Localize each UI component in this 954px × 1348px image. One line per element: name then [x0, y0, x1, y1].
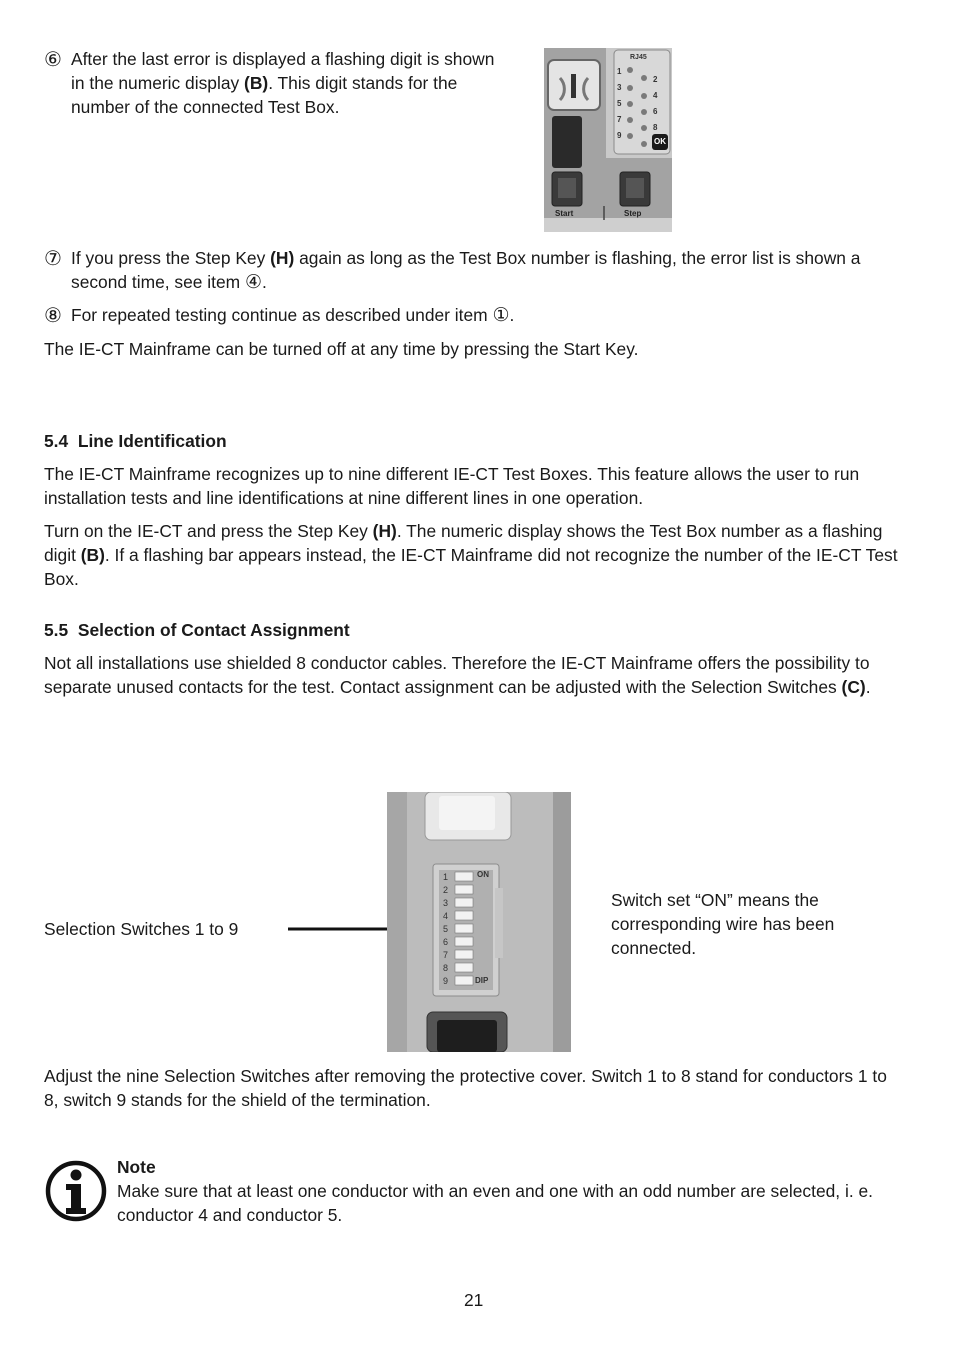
adjust-switches-text: Adjust the nine Selection Switches after removing the protective cover. Switch 1 to 8 stand for conductors 1 to 8, switch 9 stands for the shield of the termination.: [44, 1066, 887, 1110]
dip-number: 1: [443, 872, 449, 882]
led-number: 3: [617, 83, 622, 92]
section-5-5-heading: 5.5 Selection of Contact Assignment: [44, 620, 350, 640]
section-5-4-heading: 5.4 Line Identification: [44, 431, 227, 451]
led-number: 2: [653, 75, 658, 84]
turn-off-text: The IE-CT Mainframe can be turned off at any time by pressing the Start Key.: [44, 339, 639, 359]
dip-number: 2: [443, 885, 449, 895]
item-8-marker: ⑧: [44, 303, 62, 327]
dip-number: 7: [443, 950, 449, 960]
para2-a: Turn on the IE-CT and press the Step Key: [44, 521, 373, 541]
item-6-part2: . This digit stands for the number of the connected Test Box.: [71, 73, 458, 117]
info-icon: [45, 1160, 107, 1222]
led-number: 6: [653, 107, 658, 116]
switch-on-explanation: Switch set “ON” means the corresponding wire has been connected.: [611, 890, 835, 958]
led-left-numbers: [617, 64, 625, 144]
selection-switches-label: Selection Switches 1 to 9: [44, 919, 239, 939]
led-number: 8: [653, 123, 658, 132]
item-6-ref-b: (B): [244, 73, 269, 93]
led-number: 1: [617, 67, 622, 76]
device-panel-photo: [544, 48, 672, 232]
item-8-ref-marker: ①: [492, 304, 510, 326]
para2-c: . The numeric display shows the Test Box number as a flashing digit: [44, 521, 883, 565]
para-5-5-a: Not all installations use shielded 8 conductor cables. Therefore the IE-CT Mainframe offers the possibility to separate unused contacts for the test. Contact assignment can be adjusted with the Selection Switches: [44, 653, 870, 697]
item-6-text: [71, 47, 511, 119]
dip-number: 3: [443, 898, 449, 908]
dip-label: DIP: [475, 976, 489, 985]
item-7-ref-marker: ④: [244, 271, 263, 293]
para2-ref-h: (H): [372, 521, 397, 541]
start-label: Start: [555, 209, 574, 218]
note-text: Make sure that at least one conductor with an even and one with an odd number are selected, i. e. conductor 4 and conductor 5.: [117, 1181, 873, 1225]
dip-switch-photo: [387, 792, 571, 1052]
page-number: 21: [464, 1290, 484, 1310]
item-7-ref-h: (H): [270, 248, 295, 268]
para-5-5-c: .: [865, 677, 871, 697]
dip-number: 9: [443, 976, 449, 986]
led-number: 4: [653, 91, 658, 100]
led-number: 5: [617, 99, 622, 108]
dip-on-label: ON: [477, 870, 489, 879]
para2-d: . If a flashing bar appears instead, the IE-CT Mainframe did not recognize the number of the IE-CT Test Box.: [44, 545, 898, 589]
led-number: 7: [617, 115, 622, 124]
item-8-part1: For repeated testing continue as described under item: [71, 305, 493, 325]
rj45-label: RJ45: [630, 54, 647, 61]
section-5-5-para1: [44, 651, 894, 699]
led-number: 9: [617, 131, 622, 140]
dip-numbers: [443, 871, 453, 988]
item-7-part3: .: [262, 272, 267, 292]
dip-switch-illustration: [387, 792, 571, 1052]
section-5-4-para1: The IE-CT Mainframe recognizes up to nine different IE-CT Test Boxes. This feature allows the user to run installation tests and line identifications at nine different lines in one operation.: [44, 464, 860, 508]
led-right-numbers: [653, 72, 661, 136]
para2-ref-b: (B): [80, 545, 105, 565]
item-7-marker: ⑦: [44, 246, 62, 270]
dip-number: 6: [443, 937, 449, 947]
dip-number: 5: [443, 924, 449, 934]
item-8-part2: .: [509, 305, 515, 325]
item-7-part1: If you press the Step Key: [71, 248, 271, 268]
section-5-4-para2: [44, 519, 914, 591]
item-7-part2: again as long as the Test Box number is flashing, the error list is shown a second time, see item: [71, 248, 861, 292]
ok-label: OK: [654, 137, 666, 146]
para-5-5-ref-c: (C): [841, 677, 866, 697]
dip-number: 8: [443, 963, 449, 973]
item-7-text: [71, 246, 911, 294]
item-6-marker: ⑥: [44, 47, 62, 71]
note-title: Note: [117, 1157, 156, 1177]
dip-number: 4: [443, 911, 449, 921]
item-6-part1: After the last error is displayed a flashing digit is shown in the numeric display: [71, 49, 495, 93]
item-8-text: [71, 303, 911, 327]
step-label: Step: [624, 209, 642, 218]
